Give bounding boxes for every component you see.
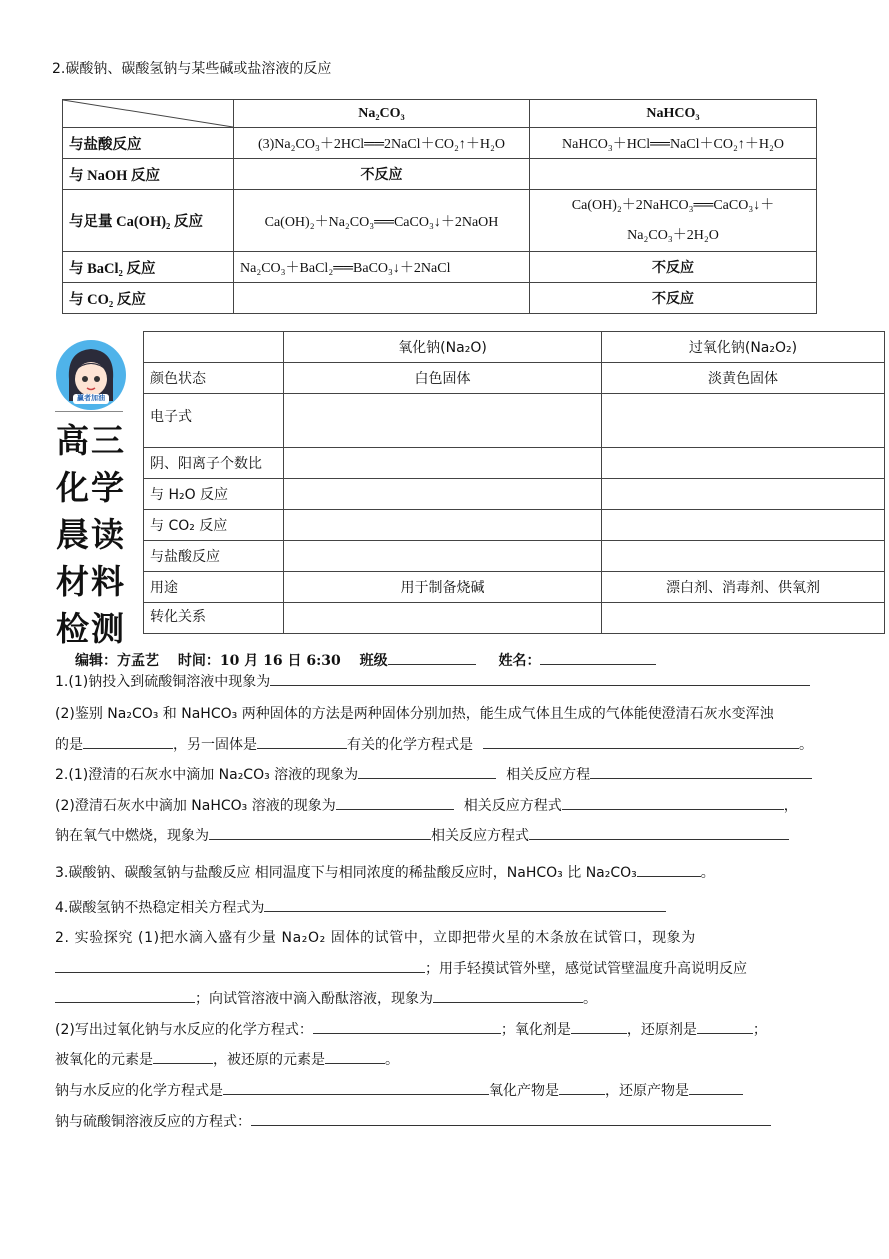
cell: 不反应 xyxy=(530,283,817,314)
cell xyxy=(602,479,885,510)
question-text: 钠在氧气中燃烧，现象为 xyxy=(55,828,209,844)
question-text: 。 xyxy=(385,1052,399,1068)
cell xyxy=(602,510,885,541)
side-title-line: 检测 xyxy=(56,609,126,648)
editor: 编辑：方孟艺 xyxy=(75,653,159,669)
avatar-badge: 赢者加油 xyxy=(77,394,105,402)
question-text: ；用手轻摸试管外壁，感觉试管壁温度升高说明反应 xyxy=(425,961,747,977)
answer-blank[interactable] xyxy=(529,825,789,840)
question-text: (2)写出过氧化钠与水反应的化学方程式： xyxy=(55,1022,313,1038)
question-text: 有关的化学方程式是 xyxy=(347,737,473,753)
question-row xyxy=(55,1049,399,1069)
question-text: (2)澄清石灰水中滴加 NaHCO₃ 溶液的现象为 xyxy=(55,798,336,814)
cell: 不反应 xyxy=(234,159,530,190)
cell: NaHCO₃＋HCl══NaCl＋CO₂↑＋H₂O xyxy=(530,128,817,159)
answer-blank[interactable] xyxy=(251,1111,771,1126)
divider xyxy=(55,411,123,412)
question-row xyxy=(55,1111,771,1131)
question-text: 相关反应方程式 xyxy=(463,798,562,814)
name-label: 姓名： xyxy=(498,653,541,669)
answer-blank[interactable] xyxy=(325,1049,385,1064)
cell xyxy=(602,394,885,448)
oxide-table xyxy=(143,331,885,634)
time: 时间：10 月 16 日 6:30 xyxy=(177,653,341,669)
answer-blank[interactable] xyxy=(562,795,784,810)
row-label: 与 H₂O 反应 xyxy=(144,479,284,510)
section-title: 2.碳酸钠、碳酸氢钠与某些碱或盐溶液的反应 xyxy=(52,61,332,77)
question-text: 。 xyxy=(700,865,715,881)
row-label: 电子式 xyxy=(144,394,284,448)
question-text: ，还原产物是 xyxy=(605,1083,689,1099)
side-title-line: 高三 xyxy=(56,421,126,460)
question-row xyxy=(55,734,813,754)
question-row xyxy=(55,825,789,845)
side-title-line: 材料 xyxy=(56,562,126,601)
answer-blank[interactable] xyxy=(83,734,173,749)
question-row xyxy=(55,1019,767,1039)
cell xyxy=(530,159,817,190)
question-text: 相关反应方程式 xyxy=(431,828,529,844)
cell: Na₂CO₃＋BaCl₂══BaCO₃↓＋2NaCl xyxy=(234,252,530,283)
cell xyxy=(602,603,885,634)
cell xyxy=(234,283,530,314)
question-text: 1.(1)钠投入到硫酸铜溶液中现象为 xyxy=(55,674,271,690)
question-text: ；氧化剂是 xyxy=(500,1022,571,1038)
answer-blank[interactable] xyxy=(336,795,454,810)
col-header-na2co3: Na₂CO₃ xyxy=(234,100,530,128)
row-label: 用途 xyxy=(144,572,284,603)
cell xyxy=(284,448,602,479)
cell xyxy=(602,541,885,572)
cell xyxy=(284,541,602,572)
row-label: 与 NaOH 反应 xyxy=(63,159,234,190)
row-label: 与盐酸反应 xyxy=(144,541,284,572)
question-text: 4.碳酸氢钠不热稳定相关方程式为 xyxy=(55,900,265,916)
row-label: 阴、阳离子个数比 xyxy=(144,448,284,479)
answer-blank[interactable] xyxy=(433,988,583,1003)
info-line xyxy=(75,650,656,670)
row-label: 与盐酸反应 xyxy=(63,128,234,159)
answer-blank[interactable] xyxy=(689,1080,743,1095)
question-text: 钠与水反应的化学方程式是 xyxy=(55,1083,223,1099)
row-label: 颜色状态 xyxy=(144,363,284,394)
carbonate-reaction-table xyxy=(62,99,817,314)
name-field[interactable] xyxy=(540,650,656,665)
question-text: ，被还原的元素是 xyxy=(213,1052,325,1068)
question-text: 。 xyxy=(799,737,813,753)
side-title-line: 化学 xyxy=(56,468,126,507)
col-header-na2o: 氧化钠(Na₂O) xyxy=(284,332,602,363)
side-title-line: 晨读 xyxy=(56,515,126,554)
answer-blank[interactable] xyxy=(590,764,812,779)
question-text: 钠与硫酸铜溶液反应的方程式： xyxy=(55,1114,251,1130)
answer-blank[interactable] xyxy=(257,734,347,749)
question-text: 相关反应方程 xyxy=(506,767,591,783)
question-text: ，另一固体是 xyxy=(173,737,257,753)
question-text: ；向试管溶液中滴入酚酞溶液，现象为 xyxy=(195,991,433,1007)
answer-blank[interactable] xyxy=(559,1080,605,1095)
row-label: 与 CO₂ 反应 xyxy=(63,283,234,314)
class-field[interactable] xyxy=(388,650,476,665)
answer-blank[interactable] xyxy=(637,862,701,877)
row-label: 与 BaCl₂ 反应 xyxy=(63,252,234,283)
answer-blank[interactable] xyxy=(223,1080,489,1095)
answer-blank[interactable] xyxy=(571,1019,627,1034)
answer-blank[interactable] xyxy=(483,734,799,749)
question-text: 的是 xyxy=(55,737,83,753)
cell xyxy=(284,510,602,541)
row-label: 转化关系 xyxy=(144,603,284,634)
question-text: 2. 实验探究 (1)把水滴入盛有少量 Na₂O₂ 固体的试管中，立即把带火星的木条放在试管口，现象为 xyxy=(55,930,696,946)
answer-blank[interactable] xyxy=(153,1049,213,1064)
cell xyxy=(284,603,602,634)
col-header-nahco3: NaHCO₃ xyxy=(530,100,817,128)
cell: 用于制备烧碱 xyxy=(284,572,602,603)
answer-blank[interactable] xyxy=(270,671,810,686)
diagonal-line xyxy=(63,100,233,127)
answer-blank[interactable] xyxy=(55,988,195,1003)
answer-blank[interactable] xyxy=(264,897,666,912)
answer-blank[interactable] xyxy=(697,1019,753,1034)
question-row xyxy=(55,1080,743,1100)
answer-blank[interactable] xyxy=(313,1019,501,1034)
question-row xyxy=(55,862,715,882)
question-text: 氧化产物是 xyxy=(489,1083,559,1099)
diagonal-header-cell xyxy=(63,100,234,128)
cell: Ca(OH)₂＋Na₂CO₃══CaCO₃↓＋2NaOH xyxy=(234,190,530,252)
cell xyxy=(284,479,602,510)
question-row xyxy=(55,671,810,691)
question-text: ， xyxy=(783,798,798,814)
cell: (3)Na₂CO₃＋2HCl══2NaCl＋CO₂↑＋H₂O xyxy=(234,128,530,159)
class-label: 班级 xyxy=(359,653,388,669)
row-label: 与足量 Ca(OH)₂ 反应 xyxy=(63,190,234,252)
question-row xyxy=(55,988,597,1008)
question-text: 。 xyxy=(583,991,597,1007)
col-header-na2o2: 过氧化钠(Na₂O₂) xyxy=(602,332,885,363)
cell: 白色固体 xyxy=(284,363,602,394)
question-row xyxy=(55,897,666,917)
question-text: 3.碳酸钠、碳酸氢钠与盐酸反应 相同温度下与相同浓度的稀盐酸反应时，NaHCO₃ 比 Na₂CO₃ xyxy=(55,865,637,881)
question-row xyxy=(55,958,747,978)
cell: 不反应 xyxy=(530,252,817,283)
cell xyxy=(284,394,602,448)
question-row xyxy=(55,795,798,815)
avatar xyxy=(55,339,127,411)
question-text: 被氧化的元素是 xyxy=(55,1052,153,1068)
row-label: 与 CO₂ 反应 xyxy=(144,510,284,541)
cell-line-1: Ca(OH)₂＋2NaHCO₃══CaCO₃↓＋ xyxy=(571,197,775,213)
answer-blank[interactable] xyxy=(209,825,431,840)
question-row xyxy=(55,764,812,784)
question-text: ，还原剂是 xyxy=(626,1022,697,1038)
question-text: (2)鉴别 Na₂CO₃ 和 NaHCO₃ 两种固体的方法是两种固体分别加热，能生成气体且生成的气体能使澄清石灰水变浑浊 xyxy=(55,706,774,722)
answer-blank[interactable] xyxy=(358,764,496,779)
question-text: 2.(1)澄清的石灰水中滴加 Na₂CO₃ 溶液的现象为 xyxy=(55,767,359,783)
cell xyxy=(602,448,885,479)
answer-blank[interactable] xyxy=(55,958,425,973)
question-text: ； xyxy=(752,1022,767,1038)
cell: 淡黄色固体 xyxy=(602,363,885,394)
cell: 漂白剂、消毒剂、供氧剂 xyxy=(602,572,885,603)
cell-line-2: Na₂CO₃＋2H₂O xyxy=(627,227,719,243)
cell xyxy=(530,190,817,252)
empty-header-cell xyxy=(144,332,284,363)
